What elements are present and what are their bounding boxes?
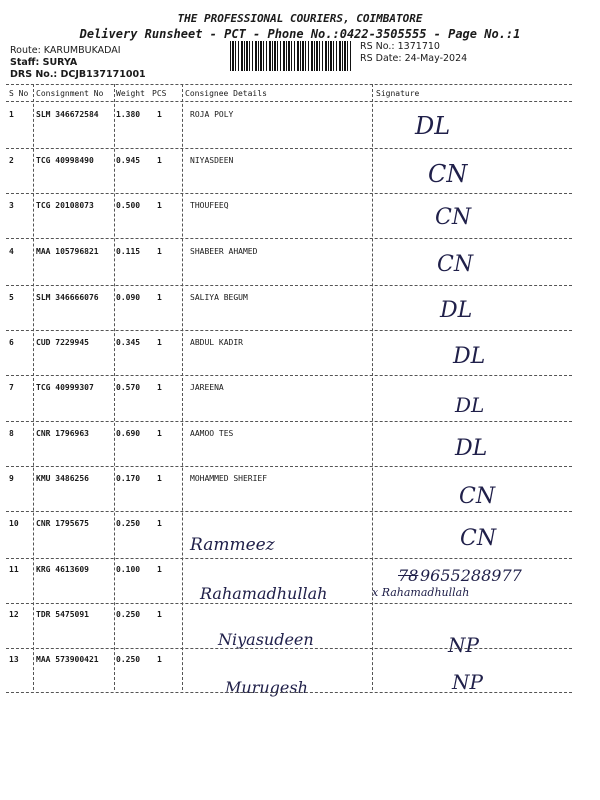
table-top-border [6,84,572,85]
row-consignee: SHABEER AHAMED [190,247,258,256]
row-weight: 0.090 [116,293,141,302]
row-pcs: 1 [157,201,162,210]
row-consignee: SALIYA BEGUM [190,293,248,302]
route-label: Route: KARUMBUKADAI [10,45,121,56]
row-divider [6,375,572,376]
row-pcs: 1 [157,293,162,302]
row-consignment: MAA 105796821 [36,247,99,256]
barcode-image [230,41,353,71]
handwritten-phone: 9655288977 [420,566,522,585]
handwritten-signature: DL [455,393,485,417]
column-divider [114,84,115,690]
row-sno: 11 [9,565,19,574]
row-consignee: JAREENA [190,383,224,392]
struck-digits: 78 [398,566,419,585]
row-pcs: 1 [157,383,162,392]
row-divider [6,466,572,467]
row-divider [6,238,572,239]
table-header-border [6,101,572,102]
row-weight: 0.500 [116,201,141,210]
row-weight: 0.100 [116,565,141,574]
handwritten-signature: CN [460,526,497,551]
row-consignee: ROJA POLY [190,110,234,119]
handwritten-signature: NP [448,633,479,657]
handwritten-signature: NP [452,670,483,694]
row-consignment: SLM 346672584 [36,110,99,119]
row-pcs: 1 [157,655,162,664]
column-divider [182,84,183,690]
company-title: THE PROFESSIONAL COURIERS, COIMBATORE [177,12,423,25]
row-consignee: AAMOO TES [190,429,234,438]
col-header-sno: S No [9,89,29,98]
col-header-consignee: Consignee Details [185,89,267,98]
row-pcs: 1 [157,565,162,574]
row-divider [6,692,572,693]
row-weight: 0.690 [116,429,141,438]
row-divider [6,603,572,604]
row-weight: 0.250 [116,519,141,528]
row-divider [6,558,572,559]
row-sno: 8 [9,429,14,438]
row-pcs: 1 [157,519,162,528]
row-weight: 0.945 [116,156,141,165]
row-consignment: CNR 1796963 [36,429,89,438]
handwritten-signature: x Rahamadhullah [372,586,470,599]
staff-label: Staff: SURYA [10,57,78,68]
row-divider [6,193,572,194]
row-sno: 5 [9,293,14,302]
row-sno: 9 [9,474,14,483]
col-header-weight: Weight [116,89,145,98]
row-pcs: 1 [157,156,162,165]
row-weight: 0.115 [116,247,141,256]
handwritten-signature: DL [453,344,486,369]
row-divider [6,421,572,422]
row-sno: 12 [9,610,19,619]
row-sno: 3 [9,201,14,210]
row-sno: 1 [9,110,14,119]
row-consignment: TCG 20108073 [36,201,94,210]
row-weight: 0.250 [116,655,141,664]
row-consignment: TDR 5475091 [36,610,89,619]
row-weight: 0.345 [116,338,141,347]
row-pcs: 1 [157,247,162,256]
row-sno: 4 [9,247,14,256]
col-header-signature: Signature [376,89,420,98]
row-pcs: 1 [157,338,162,347]
row-pcs: 1 [157,610,162,619]
row-pcs: 1 [157,110,162,119]
row-sno: 7 [9,383,14,392]
row-divider [6,648,572,649]
row-consignee: ABDUL KADIR [190,338,243,347]
row-weight: 1.380 [116,110,141,119]
row-divider [6,330,572,331]
row-consignee: MOHAMMED SHERIEF [190,474,268,483]
column-divider [372,84,373,690]
row-sno: 13 [9,655,19,664]
row-divider [6,511,572,512]
row-weight: 0.570 [116,383,141,392]
row-consignment: CUD 7229945 [36,338,89,347]
row-divider [6,285,572,286]
row-consignee: NIYASDEEN [190,156,234,165]
runsheet-title: Delivery Runsheet - PCT - Phone No.:0422-3505555 - Page No.:1 [79,27,521,41]
handwritten-consignee: Murugesh [225,678,308,697]
handwritten-signature: DL [455,436,488,461]
row-sno: 2 [9,156,14,165]
row-sno: 6 [9,338,14,347]
row-weight: 0.170 [116,474,141,483]
row-consignment: SLM 346666076 [36,293,99,302]
row-consignment: CNR 1795675 [36,519,89,528]
col-header-consignment: Consignment No [36,89,104,98]
row-pcs: 1 [157,474,162,483]
row-sno: 10 [9,519,19,528]
drs-number: DRS No.: DCJB137171001 [10,69,146,80]
handwritten-consignee: Rahamadhullah [200,584,328,603]
row-pcs: 1 [157,429,162,438]
row-consignee: THOUFEEQ [190,201,229,210]
handwritten-consignee: Niyasudeen [218,630,314,649]
handwritten-signature: CN [459,484,496,509]
row-weight: 0.250 [116,610,141,619]
handwritten-signature: CN [435,205,472,230]
col-header-pcs: PCS [152,89,167,98]
row-consignment: TCG 40999307 [36,383,94,392]
rs-number: RS No.: 1371710 [360,41,440,52]
row-consignment: TCG 40998490 [36,156,94,165]
handwritten-consignee: Rammeez [190,535,275,555]
row-consignment: KRG 4613609 [36,565,89,574]
rs-date: RS Date: 24-May-2024 [360,53,468,64]
row-consignment: MAA 573900421 [36,655,99,664]
handwritten-signature: CN [428,160,468,188]
handwritten-signature: DL [415,112,451,140]
column-divider [33,84,34,690]
handwritten-signature: CN [437,252,474,277]
handwritten-signature: DL [440,298,473,323]
row-divider [6,148,572,149]
row-consignment: KMU 3486256 [36,474,89,483]
